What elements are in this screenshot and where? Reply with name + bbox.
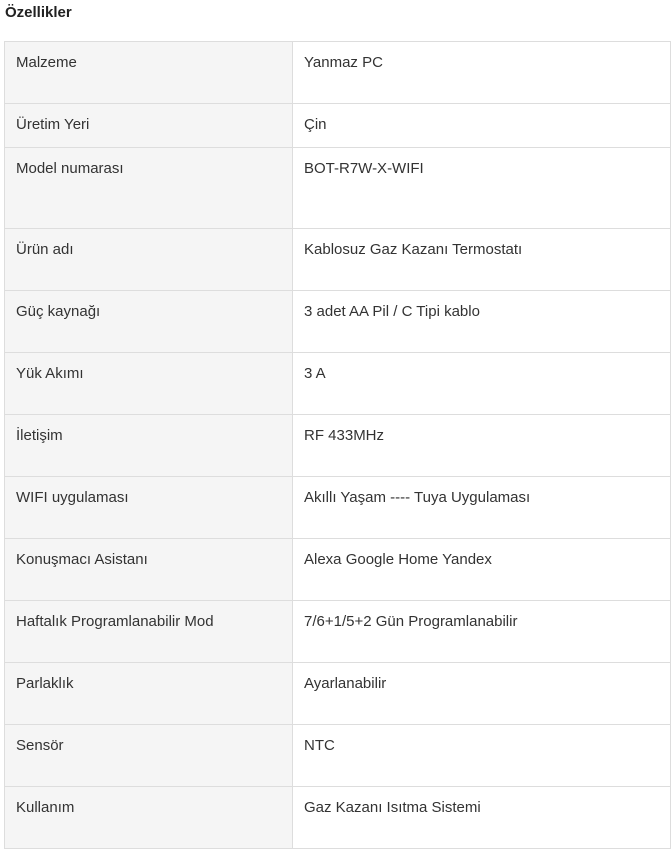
table-row [5, 477, 671, 539]
spec-value: Kablosuz Gaz Kazanı Termostatı [293, 229, 671, 291]
spec-value: Çin [293, 104, 671, 148]
spec-key: Konuşmacı Asistanı [5, 539, 293, 601]
spec-key: Haftalık Programlanabilir Mod [5, 601, 293, 663]
spec-key: Yük Akımı [5, 353, 293, 415]
spec-value: Akıllı Yaşam ---- Tuya Uygulaması [293, 477, 671, 539]
spec-key: Model numarası [5, 148, 293, 229]
spec-value: 7/6+1/5+2 Gün Programlanabilir [293, 601, 671, 663]
spec-value: Ayarlanabilir [293, 663, 671, 725]
spec-key: Kullanım [5, 787, 293, 849]
spec-value: Yanmaz PC [293, 42, 671, 104]
spec-value: 3 adet AA Pil / C Tipi kablo [293, 291, 671, 353]
spec-value: NTC [293, 725, 671, 787]
spec-key: Güç kaynağı [5, 291, 293, 353]
spec-value: BOT-R7W-X-WIFI [293, 148, 671, 229]
spec-value: Gaz Kazanı Isıtma Sistemi [293, 787, 671, 849]
spec-key: İletişim [5, 415, 293, 477]
spec-key: Ürün adı [5, 229, 293, 291]
spec-value: RF 433MHz [293, 415, 671, 477]
spec-value: 3 A [293, 353, 671, 415]
spec-key: Üretim Yeri [5, 104, 293, 148]
specifications-table [4, 41, 671, 849]
spec-value: Alexa Google Home Yandex [293, 539, 671, 601]
table-row [5, 415, 671, 477]
table-row [5, 725, 671, 787]
spec-key: WIFI uygulaması [5, 477, 293, 539]
spec-key: Sensör [5, 725, 293, 787]
section-title: Özellikler [5, 4, 72, 21]
table-row [5, 42, 671, 104]
spec-key: Parlaklık [5, 663, 293, 725]
table-row [5, 229, 671, 291]
table-row [5, 601, 671, 663]
table-row [5, 663, 671, 725]
table-row [5, 148, 671, 229]
table-row [5, 539, 671, 601]
table-row [5, 291, 671, 353]
spec-key: Malzeme [5, 42, 293, 104]
table-row [5, 104, 671, 148]
table-row [5, 787, 671, 849]
table-row [5, 353, 671, 415]
